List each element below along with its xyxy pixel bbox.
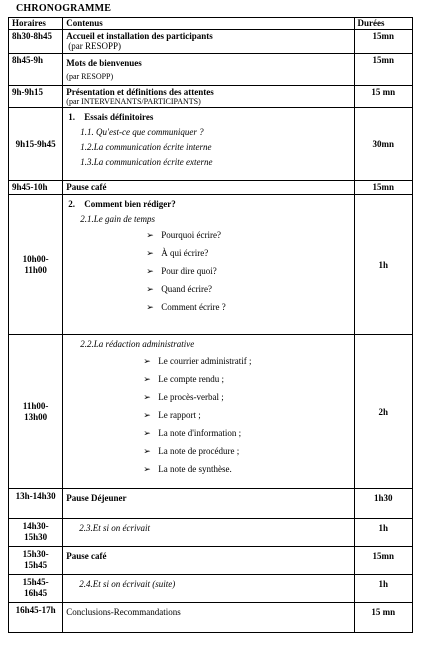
time-cell: 8h30-8h45 <box>9 30 63 54</box>
arrow-bullet-icon: ➢ <box>143 355 151 366</box>
table-row <box>9 85 413 108</box>
table-header-row <box>9 18 413 30</box>
section-title: Comment bien rédiger? <box>84 199 176 210</box>
duration-cell: 15mn <box>354 181 412 195</box>
arrow-bullet-icon: ➢ <box>146 265 154 276</box>
content-cell: Pause café <box>63 547 354 575</box>
time-cell: 14h30-15h30 <box>9 519 63 547</box>
subsection-title: 2.2.La rédaction administrative <box>80 339 195 350</box>
content-cell <box>63 195 354 335</box>
table-row <box>9 547 413 575</box>
activity-note: (par RESOPP) <box>66 72 114 82</box>
subsection-title: 2.1.Le gain de temps <box>80 213 156 224</box>
content-cell <box>63 85 354 108</box>
list-item: ➢ Le procès-verbal ; <box>66 388 350 406</box>
duration-cell: 15mn <box>354 30 412 54</box>
time-cell: 13h-14h30 <box>9 489 63 519</box>
activity-note: (par RESOPP) <box>68 41 122 52</box>
list-item: ➢ À qui écrire? <box>66 244 350 262</box>
time-cell: 15h30-15h45 <box>9 547 63 575</box>
subsection-item: 1.2.La communication écrite interne <box>80 141 212 152</box>
list-item: ➢ Quand écrire? <box>66 280 350 298</box>
list-item: ➢ Comment écrire ? <box>66 298 350 316</box>
table-row <box>9 489 413 519</box>
time-cell: 15h45-16h45 <box>9 575 63 603</box>
subsection-item: 1.3.La communication écrite externe <box>80 157 213 168</box>
question-list <box>66 226 350 316</box>
table-row <box>9 335 413 489</box>
list-item: ➢ La note de synthèse. <box>66 460 350 478</box>
content-cell <box>63 30 354 54</box>
subsection-item: 1.1. Qu'est-ce que communiquer ? <box>80 126 204 137</box>
arrow-bullet-icon: ➢ <box>143 427 151 438</box>
list-item: ➢ Le rapport ; <box>66 406 350 424</box>
duration-cell: 30mn <box>354 108 412 181</box>
section-number: 1. <box>68 112 76 123</box>
section-heading <box>66 112 350 122</box>
arrow-bullet-icon: ➢ <box>146 301 154 312</box>
document-type-list <box>66 352 350 478</box>
duration-cell: 2h <box>354 335 412 489</box>
activity-label: Mots de bienvenues <box>66 57 142 68</box>
table-row <box>9 53 413 85</box>
content-cell: Pause café <box>63 181 354 195</box>
header-durees: Durées <box>354 18 412 30</box>
time-cell: 11h00-13h00 <box>9 335 63 489</box>
time-cell: 9h-9h15 <box>9 85 63 108</box>
section-title: Essais définitoires <box>84 112 154 123</box>
section-number: 2. <box>68 199 76 210</box>
content-cell: 2.3.Et si on écrivait <box>63 519 354 547</box>
content-cell: 2.4.Et si on écrivait (suite) <box>63 575 354 603</box>
activity-label: Présentation et définitions des attentes <box>66 86 214 97</box>
activity-note: (par INTERVENANTS/PARTICIPANTS) <box>66 97 201 107</box>
content-cell <box>63 108 354 181</box>
duration-cell: 1h <box>354 575 412 603</box>
time-cell: 10h00-11h00 <box>9 195 63 335</box>
activity-label: Accueil et installation des participants <box>66 31 213 41</box>
arrow-bullet-icon: ➢ <box>143 391 151 402</box>
header-contenus: Contenus <box>63 18 354 30</box>
table-row <box>9 195 413 335</box>
schedule-table <box>8 17 413 633</box>
duration-cell: 15 mn <box>354 603 412 633</box>
table-row <box>9 108 413 181</box>
content-cell <box>63 335 354 489</box>
list-item: ➢ La note de procédure ; <box>66 442 350 460</box>
duration-cell: 1h <box>354 195 412 335</box>
content-cell <box>63 53 354 85</box>
arrow-bullet-icon: ➢ <box>143 373 151 384</box>
duration-cell: 1h30 <box>354 489 412 519</box>
duration-cell: 15mn <box>354 547 412 575</box>
arrow-bullet-icon: ➢ <box>146 247 154 258</box>
time-cell: 16h45-17h <box>9 603 63 633</box>
duration-cell: 15 mn <box>354 85 412 108</box>
table-row <box>9 181 413 195</box>
list-item: ➢ La note d'information ; <box>66 424 350 442</box>
time-cell: 9h45-10h <box>9 181 63 195</box>
time-cell: 9h15-9h45 <box>9 108 63 181</box>
header-horaires: Horaires <box>9 18 63 30</box>
arrow-bullet-icon: ➢ <box>146 283 154 294</box>
list-item: ➢ Le compte rendu ; <box>66 370 350 388</box>
content-cell: Pause Déjeuner <box>63 489 354 519</box>
list-item: ➢ Pourquoi écrire? <box>66 226 350 244</box>
duration-cell: 15mn <box>354 53 412 85</box>
arrow-bullet-icon: ➢ <box>146 229 154 240</box>
list-item: ➢ Pour dire quoi? <box>66 262 350 280</box>
table-row <box>9 30 413 54</box>
arrow-bullet-icon: ➢ <box>143 463 151 474</box>
time-cell: 8h45-9h <box>9 53 63 85</box>
arrow-bullet-icon: ➢ <box>143 409 151 420</box>
content-cell: Conclusions-Recommandations <box>63 603 354 633</box>
table-row <box>9 519 413 547</box>
duration-cell: 1h <box>354 519 412 547</box>
page-title: CHRONOGRAMME <box>16 3 112 14</box>
table-row <box>9 575 413 603</box>
table-row <box>9 603 413 633</box>
section-heading <box>66 199 350 209</box>
arrow-bullet-icon: ➢ <box>143 445 151 456</box>
list-item: ➢ Le courrier administratif ; <box>66 352 350 370</box>
